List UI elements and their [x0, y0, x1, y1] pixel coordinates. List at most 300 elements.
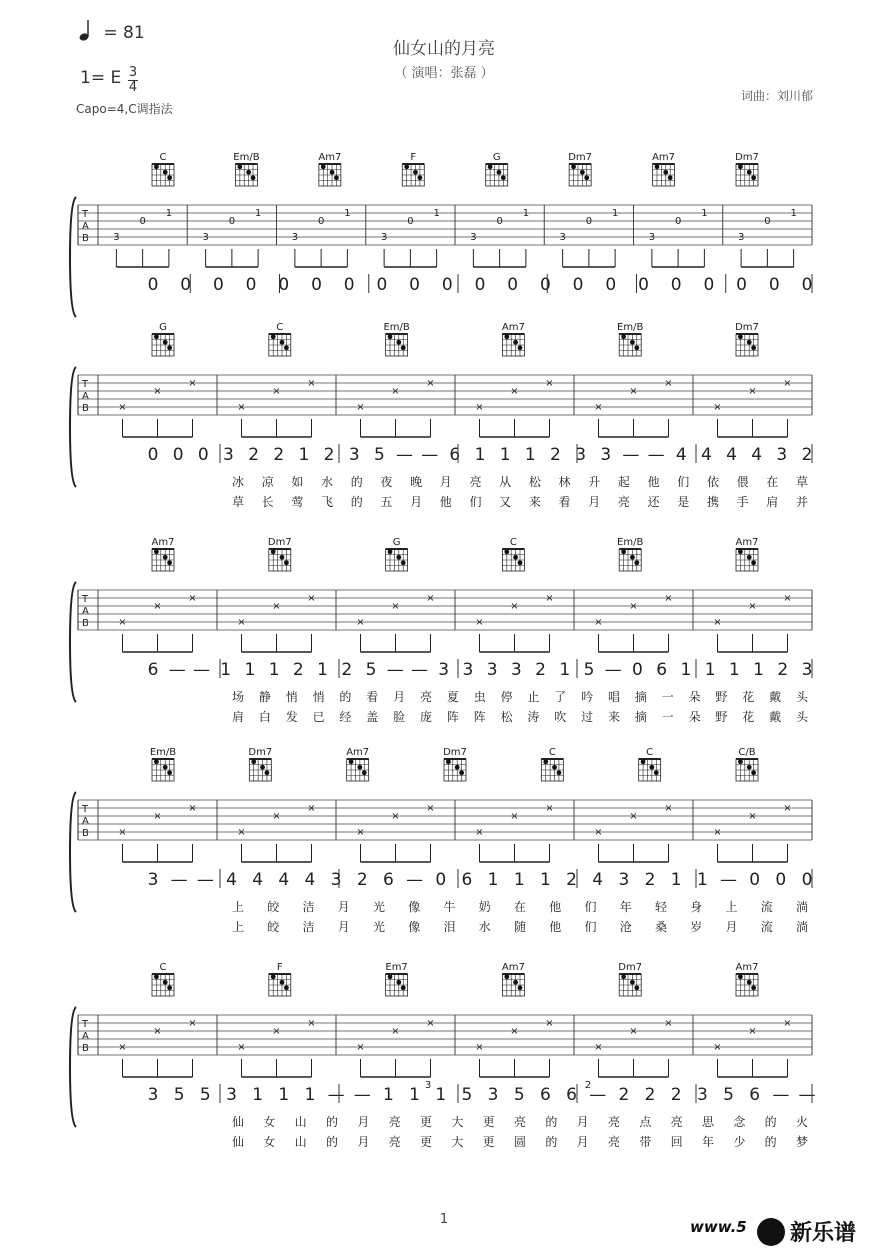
chord-finger-dot	[513, 555, 518, 560]
lyric-char: 的	[339, 690, 352, 704]
chord-finger-dot	[388, 974, 393, 979]
chord-name: C	[159, 152, 167, 163]
jianpu-note: 2	[535, 660, 546, 680]
lyric-char: 亮	[513, 1115, 527, 1129]
tab-note: ×	[713, 617, 722, 628]
jianpu-note: 1	[252, 1085, 264, 1105]
chord-finger-dot	[284, 345, 289, 350]
tab-clef-letter: A	[82, 221, 89, 232]
jianpu-note: 2	[801, 445, 813, 465]
tab-note: 1	[522, 208, 530, 219]
lyric-char: 盖	[366, 710, 379, 724]
lyric-char: 亮	[388, 1135, 401, 1149]
jianpu-note: 4	[226, 870, 237, 890]
lyric-char: 吹	[554, 710, 567, 724]
lyric-char: 的	[545, 1115, 558, 1129]
chord-finger-dot	[497, 170, 502, 175]
jianpu-note: 0	[572, 275, 584, 295]
lyric-char: 水	[321, 475, 334, 489]
jianpu-note: 5	[173, 1085, 185, 1105]
chord-finger-dot	[518, 345, 523, 350]
lyric-char: 头	[795, 710, 809, 724]
tab-note: ×	[713, 827, 722, 838]
chord-finger-dot	[163, 765, 168, 770]
tab-note: 0	[139, 216, 146, 227]
jianpu-note: 1	[704, 660, 716, 680]
jianpu-note: 0	[749, 870, 761, 890]
lyric-char: 女	[263, 1135, 276, 1149]
grace-note: 2	[584, 1080, 592, 1091]
lyric-char: 一	[661, 710, 674, 724]
lyric-char: 摘	[634, 710, 647, 724]
tab-note: 3	[202, 232, 209, 243]
chord-finger-dot	[747, 980, 752, 985]
lyric-char: 更	[482, 1135, 495, 1149]
lyric-char: 夜	[380, 475, 393, 489]
lyric-char: 亮	[617, 495, 630, 509]
chord-finger-dot	[518, 560, 523, 565]
tab-note: 0	[496, 216, 503, 227]
lyric-char: 月	[393, 690, 406, 704]
lyric-char: 停	[500, 690, 513, 704]
jianpu-note: —	[410, 660, 428, 680]
lyric-char: 草	[795, 475, 809, 489]
chord-finger-dot	[518, 985, 523, 990]
chord-finger-dot	[513, 340, 518, 345]
chord-finger-dot	[504, 549, 509, 554]
tab-note: 3	[113, 232, 120, 243]
lyric-char: 皎	[267, 900, 280, 914]
chord-finger-dot	[751, 175, 756, 180]
jianpu-note: 0	[775, 870, 787, 890]
chord-finger-dot	[401, 345, 406, 350]
lyric-char: 来	[607, 710, 621, 724]
jianpu-note: 3	[438, 660, 450, 680]
jianpu-note: 2	[644, 1085, 656, 1105]
jianpu-note: 1	[409, 1085, 421, 1105]
tab-note: ×	[153, 386, 162, 397]
lyric-char: 皎	[267, 920, 280, 934]
chord-finger-dot	[621, 334, 626, 339]
lyric-char: 沧	[619, 920, 632, 934]
jianpu-note: 5	[461, 1085, 473, 1105]
chord-finger-dot	[417, 175, 422, 180]
lyric-char: 洁	[302, 900, 315, 914]
lyric-char: 年	[701, 1135, 715, 1149]
lyric-char: 桑	[654, 920, 668, 934]
chord-name: Am7	[151, 537, 175, 548]
lyric-char: 摘	[634, 690, 647, 704]
lyric-char: 看	[558, 495, 571, 509]
lyric-char: 亮	[419, 690, 433, 704]
tab-clef-letter: B	[82, 828, 89, 839]
lyric-char: 牛	[443, 900, 456, 914]
chord-finger-dot	[504, 334, 509, 339]
tab-clef-letter: T	[82, 379, 89, 390]
jianpu-note: 3	[776, 445, 788, 465]
tab-note: ×	[629, 601, 638, 612]
chord-finger-dot	[163, 170, 168, 175]
jianpu-note: —	[327, 1085, 345, 1105]
chord-name: Em/B	[617, 322, 644, 333]
tab-note: ×	[426, 1018, 435, 1029]
lyric-char: 升	[588, 475, 601, 489]
lyric-char: 携	[706, 495, 719, 509]
chord-name: Em7	[385, 962, 408, 973]
tab-note: ×	[510, 811, 519, 822]
tab-note: 3	[648, 232, 656, 243]
tab-note: ×	[188, 378, 197, 389]
lyric-char: 的	[545, 1135, 558, 1149]
tab-note: ×	[475, 827, 484, 838]
tab-note: 0	[407, 216, 414, 227]
lyric-char: 悄	[285, 690, 298, 704]
lyric-char: 月	[576, 1135, 589, 1149]
lyric-char: 更	[419, 1135, 433, 1149]
lyric-char: 在	[766, 475, 779, 489]
tab-note: ×	[664, 378, 673, 389]
lyric-char: 看	[366, 690, 379, 704]
chord-name: F	[410, 152, 417, 163]
chord-name: C	[276, 322, 284, 333]
jianpu-note: 3	[510, 660, 522, 680]
time-sig-top: 3	[128, 65, 138, 80]
jianpu-note: 3	[487, 1085, 499, 1105]
tab-note: ×	[307, 1018, 316, 1029]
chord-finger-dot	[641, 759, 646, 764]
chord-finger-dot	[655, 164, 660, 169]
lyric-char: 过	[581, 710, 594, 724]
chord-finger-dot	[321, 164, 326, 169]
tab-note: 3	[737, 232, 745, 243]
lyric-char: 上	[725, 900, 738, 914]
jianpu-note: 2	[644, 870, 656, 890]
lyric-char: 仙	[231, 1115, 245, 1129]
jianpu-note: 5	[373, 445, 385, 465]
chord-finger-dot	[271, 974, 276, 979]
jianpu-note: 2	[356, 870, 368, 890]
lyric-char: 圆	[513, 1135, 527, 1149]
tab-note: ×	[426, 593, 435, 604]
lyric-char: 大	[451, 1115, 464, 1129]
jianpu-note: 1	[670, 870, 682, 890]
jianpu-note: —	[196, 870, 214, 890]
lyric-char: 点	[639, 1115, 652, 1129]
tab-note: ×	[188, 593, 197, 604]
tab-clef-letter: B	[82, 618, 89, 629]
page-number: 1	[439, 1212, 449, 1227]
jianpu-note: 6	[566, 1085, 577, 1105]
lyric-char: 仙	[231, 1135, 245, 1149]
jianpu-note: 6	[749, 1085, 761, 1105]
tab-note: ×	[475, 1042, 484, 1053]
lyric-char: 月	[439, 475, 452, 489]
chord-name: Dm7	[267, 537, 292, 548]
tab-note: 3	[380, 232, 388, 243]
tab-note: ×	[664, 1018, 673, 1029]
jianpu-note: 0	[376, 275, 388, 295]
lyric-char: 虫	[473, 690, 486, 704]
tab-note: ×	[272, 386, 281, 397]
chord-finger-dot	[280, 980, 285, 985]
tab-note: ×	[237, 617, 246, 628]
lyric-char: 在	[513, 900, 527, 914]
lyric-char: 上	[231, 920, 245, 934]
lyric-char: 带	[639, 1135, 652, 1149]
lyric-char: 月	[576, 1115, 589, 1129]
jianpu-note: 0	[670, 275, 682, 295]
jianpu-note: —	[720, 870, 738, 890]
lyric-char: 白	[258, 710, 271, 724]
tab-note: ×	[153, 601, 162, 612]
tab-note: 1	[701, 208, 708, 219]
chord-finger-dot	[751, 770, 756, 775]
jianpu-note: 1	[298, 445, 310, 465]
chord-finger-dot	[251, 175, 256, 180]
chord-finger-dot	[163, 340, 168, 345]
jianpu-note: 0	[147, 275, 159, 295]
tab-note: ×	[307, 803, 316, 814]
chord-finger-dot	[362, 770, 367, 775]
chord-name: Am7	[501, 322, 525, 333]
chord-name: G	[392, 537, 401, 548]
lyric-char: 回	[670, 1135, 683, 1149]
chord-finger-dot	[488, 164, 493, 169]
lyric-char: 思	[701, 1115, 715, 1129]
tab-note: 1	[433, 208, 440, 219]
chord-finger-dot	[571, 164, 576, 169]
tab-note: ×	[545, 378, 554, 389]
chord-finger-dot	[163, 980, 168, 985]
chord-finger-dot	[621, 974, 626, 979]
chord-finger-dot	[154, 549, 159, 554]
tab-note: ×	[545, 1018, 554, 1029]
jianpu-note: 5	[513, 1085, 525, 1105]
chord-finger-dot	[280, 555, 285, 560]
lyric-char: 山	[294, 1115, 307, 1129]
jianpu-note: 1	[268, 660, 280, 680]
jianpu-note: 0	[435, 870, 447, 890]
lyric-char: 身	[690, 900, 703, 914]
lyric-char: 涛	[527, 710, 540, 724]
jianpu-note: —	[396, 445, 414, 465]
chord-finger-dot	[663, 170, 668, 175]
grace-note: 3	[424, 1080, 432, 1091]
tab-clef-letter: A	[82, 1031, 89, 1042]
chord-name: C	[509, 537, 517, 548]
jianpu-note: 1	[317, 660, 328, 680]
jianpu-note: 2	[323, 445, 335, 465]
jianpu-note: 0	[474, 275, 486, 295]
chord-finger-dot	[265, 770, 270, 775]
tab-note: ×	[664, 803, 673, 814]
jianpu-note: 0	[343, 275, 355, 295]
chord-finger-dot	[154, 164, 159, 169]
jianpu-note: 3	[801, 660, 813, 680]
jianpu-note: 0	[801, 870, 813, 890]
lyric-char: 年	[619, 900, 632, 914]
lyric-char: 更	[482, 1115, 495, 1129]
tab-note: ×	[783, 1018, 792, 1029]
chord-finger-dot	[246, 170, 251, 175]
lyric-char: 念	[733, 1115, 746, 1129]
tab-note: ×	[748, 811, 757, 822]
chord-finger-dot	[357, 765, 362, 770]
chord-finger-dot	[401, 560, 406, 565]
jianpu-note: 5	[199, 1085, 211, 1105]
jianpu-note: 0	[245, 275, 257, 295]
jianpu-note: —	[170, 870, 188, 890]
jianpu-note: 0	[736, 275, 748, 295]
chord-finger-dot	[747, 340, 752, 345]
tab-note: ×	[272, 601, 281, 612]
lyric-char: 月	[410, 495, 423, 509]
chord-finger-dot	[751, 560, 756, 565]
chord-finger-dot	[401, 985, 406, 990]
jianpu-note: 6	[539, 1085, 551, 1105]
jianpu-note: 0	[278, 275, 290, 295]
chord-name: C	[548, 747, 556, 758]
chord-finger-dot	[330, 170, 335, 175]
lyric-char: 月	[357, 1135, 370, 1149]
lyric-char: 岁	[690, 920, 703, 934]
chord-finger-dot	[513, 980, 518, 985]
tab-note: ×	[594, 402, 603, 413]
lyric-char: 已	[312, 710, 325, 724]
lyric-char: 亮	[670, 1115, 683, 1129]
lyric-char: 月	[337, 900, 350, 914]
jianpu-note: 5	[583, 660, 595, 680]
jianpu-note: 2	[248, 445, 260, 465]
key-signature: 1= E	[80, 68, 122, 88]
lyric-char: 奶	[478, 900, 491, 914]
chord-finger-dot	[260, 765, 265, 770]
jianpu-note: 2	[777, 660, 789, 680]
tab-note: ×	[153, 811, 162, 822]
lyric-char: 依	[706, 475, 719, 489]
chord-finger-dot	[396, 980, 401, 985]
tab-note: ×	[356, 402, 365, 413]
tab-clef-letter: T	[82, 1019, 89, 1030]
lyric-char: 洁	[302, 920, 315, 934]
jianpu-note: —	[421, 445, 439, 465]
jianpu-note: 1	[559, 660, 571, 680]
lyric-char: 来	[528, 495, 541, 509]
lyric-char: 戴	[769, 690, 782, 704]
chord-finger-dot	[557, 770, 562, 775]
jianpu-note: —	[772, 1085, 790, 1105]
chord-name: Dm7	[735, 152, 759, 163]
lyric-char: 花	[742, 690, 755, 704]
tab-note: ×	[713, 1042, 722, 1053]
chord-finger-dot	[654, 770, 659, 775]
tab-clef-letter: A	[82, 606, 89, 617]
chord-name: Am7	[735, 962, 759, 973]
lyric-char: 朵	[688, 690, 701, 704]
chord-name: C	[646, 747, 654, 758]
lyric-char: 的	[350, 475, 363, 489]
lyric-char: 月	[725, 920, 738, 934]
jianpu-note: 1	[513, 870, 525, 890]
lyric-char: 吟	[581, 690, 594, 704]
chord-finger-dot	[349, 759, 354, 764]
lyric-char: 轻	[654, 900, 668, 914]
chord-finger-dot	[163, 555, 168, 560]
chord-finger-dot	[747, 170, 752, 175]
lyric-char: 偎	[736, 475, 749, 489]
chord-name: Am7	[501, 962, 525, 973]
chord-name: Am7	[346, 747, 370, 758]
chord-finger-dot	[738, 549, 743, 554]
tab-note: ×	[237, 827, 246, 838]
lyric-char: 林	[558, 475, 571, 489]
lyric-char: 莺	[291, 495, 304, 509]
tab-note: ×	[118, 402, 127, 413]
jianpu-note: 0	[507, 275, 519, 295]
tab-clef-letter: T	[82, 594, 89, 605]
jianpu-note: 1	[680, 660, 692, 680]
lyric-char: 水	[478, 920, 491, 934]
system-bracket	[70, 367, 76, 487]
lyric-char: 松	[528, 475, 541, 489]
chord-finger-dot	[167, 560, 172, 565]
chord-finger-dot	[634, 985, 639, 990]
chord-name: C	[159, 962, 167, 973]
tab-note: ×	[510, 1026, 519, 1037]
chord-finger-dot	[584, 175, 589, 180]
tab-note: ×	[391, 601, 400, 612]
chord-name: Dm7	[568, 152, 593, 163]
chord-finger-dot	[167, 345, 172, 350]
chord-name: Dm7	[618, 962, 643, 973]
jianpu-note: —	[192, 660, 210, 680]
jianpu-note: 1	[383, 1085, 394, 1105]
lyric-char: 松	[500, 710, 513, 724]
jianpu-note: 1	[304, 1085, 316, 1105]
tab-note: ×	[594, 1042, 603, 1053]
tab-note: ×	[545, 593, 554, 604]
chord-finger-dot	[446, 759, 451, 764]
chord-finger-dot	[413, 170, 418, 175]
lyric-char: 经	[339, 710, 352, 724]
tab-note: ×	[629, 386, 638, 397]
jianpu-note: 5	[365, 660, 377, 680]
jianpu-note: 2	[618, 1085, 630, 1105]
tab-note: 1	[254, 208, 262, 219]
lyric-char: 唱	[607, 690, 621, 704]
system-bracket	[70, 197, 76, 317]
chord-name: Em/B	[149, 747, 177, 758]
jianpu-note: 3	[696, 1085, 708, 1105]
jianpu-note: 4	[252, 870, 264, 890]
chord-finger-dot	[552, 765, 557, 770]
tab-clef-letter: A	[82, 391, 89, 402]
chord-finger-dot	[396, 555, 401, 560]
chord-finger-dot	[284, 985, 289, 990]
tab-note: ×	[118, 827, 127, 838]
jianpu-note: 3	[226, 1085, 237, 1105]
lyric-char: 们	[469, 495, 482, 509]
jianpu-note: 3	[330, 870, 342, 890]
jianpu-note: 2	[273, 445, 285, 465]
chord-name: Em/B	[617, 537, 644, 548]
jianpu-note: 0	[801, 275, 813, 295]
chord-finger-dot	[634, 560, 639, 565]
tab-note: 1	[611, 208, 619, 219]
jianpu-note: —	[353, 1085, 371, 1105]
chord-name: Am7	[318, 152, 342, 163]
jianpu-note: 4	[675, 445, 687, 465]
